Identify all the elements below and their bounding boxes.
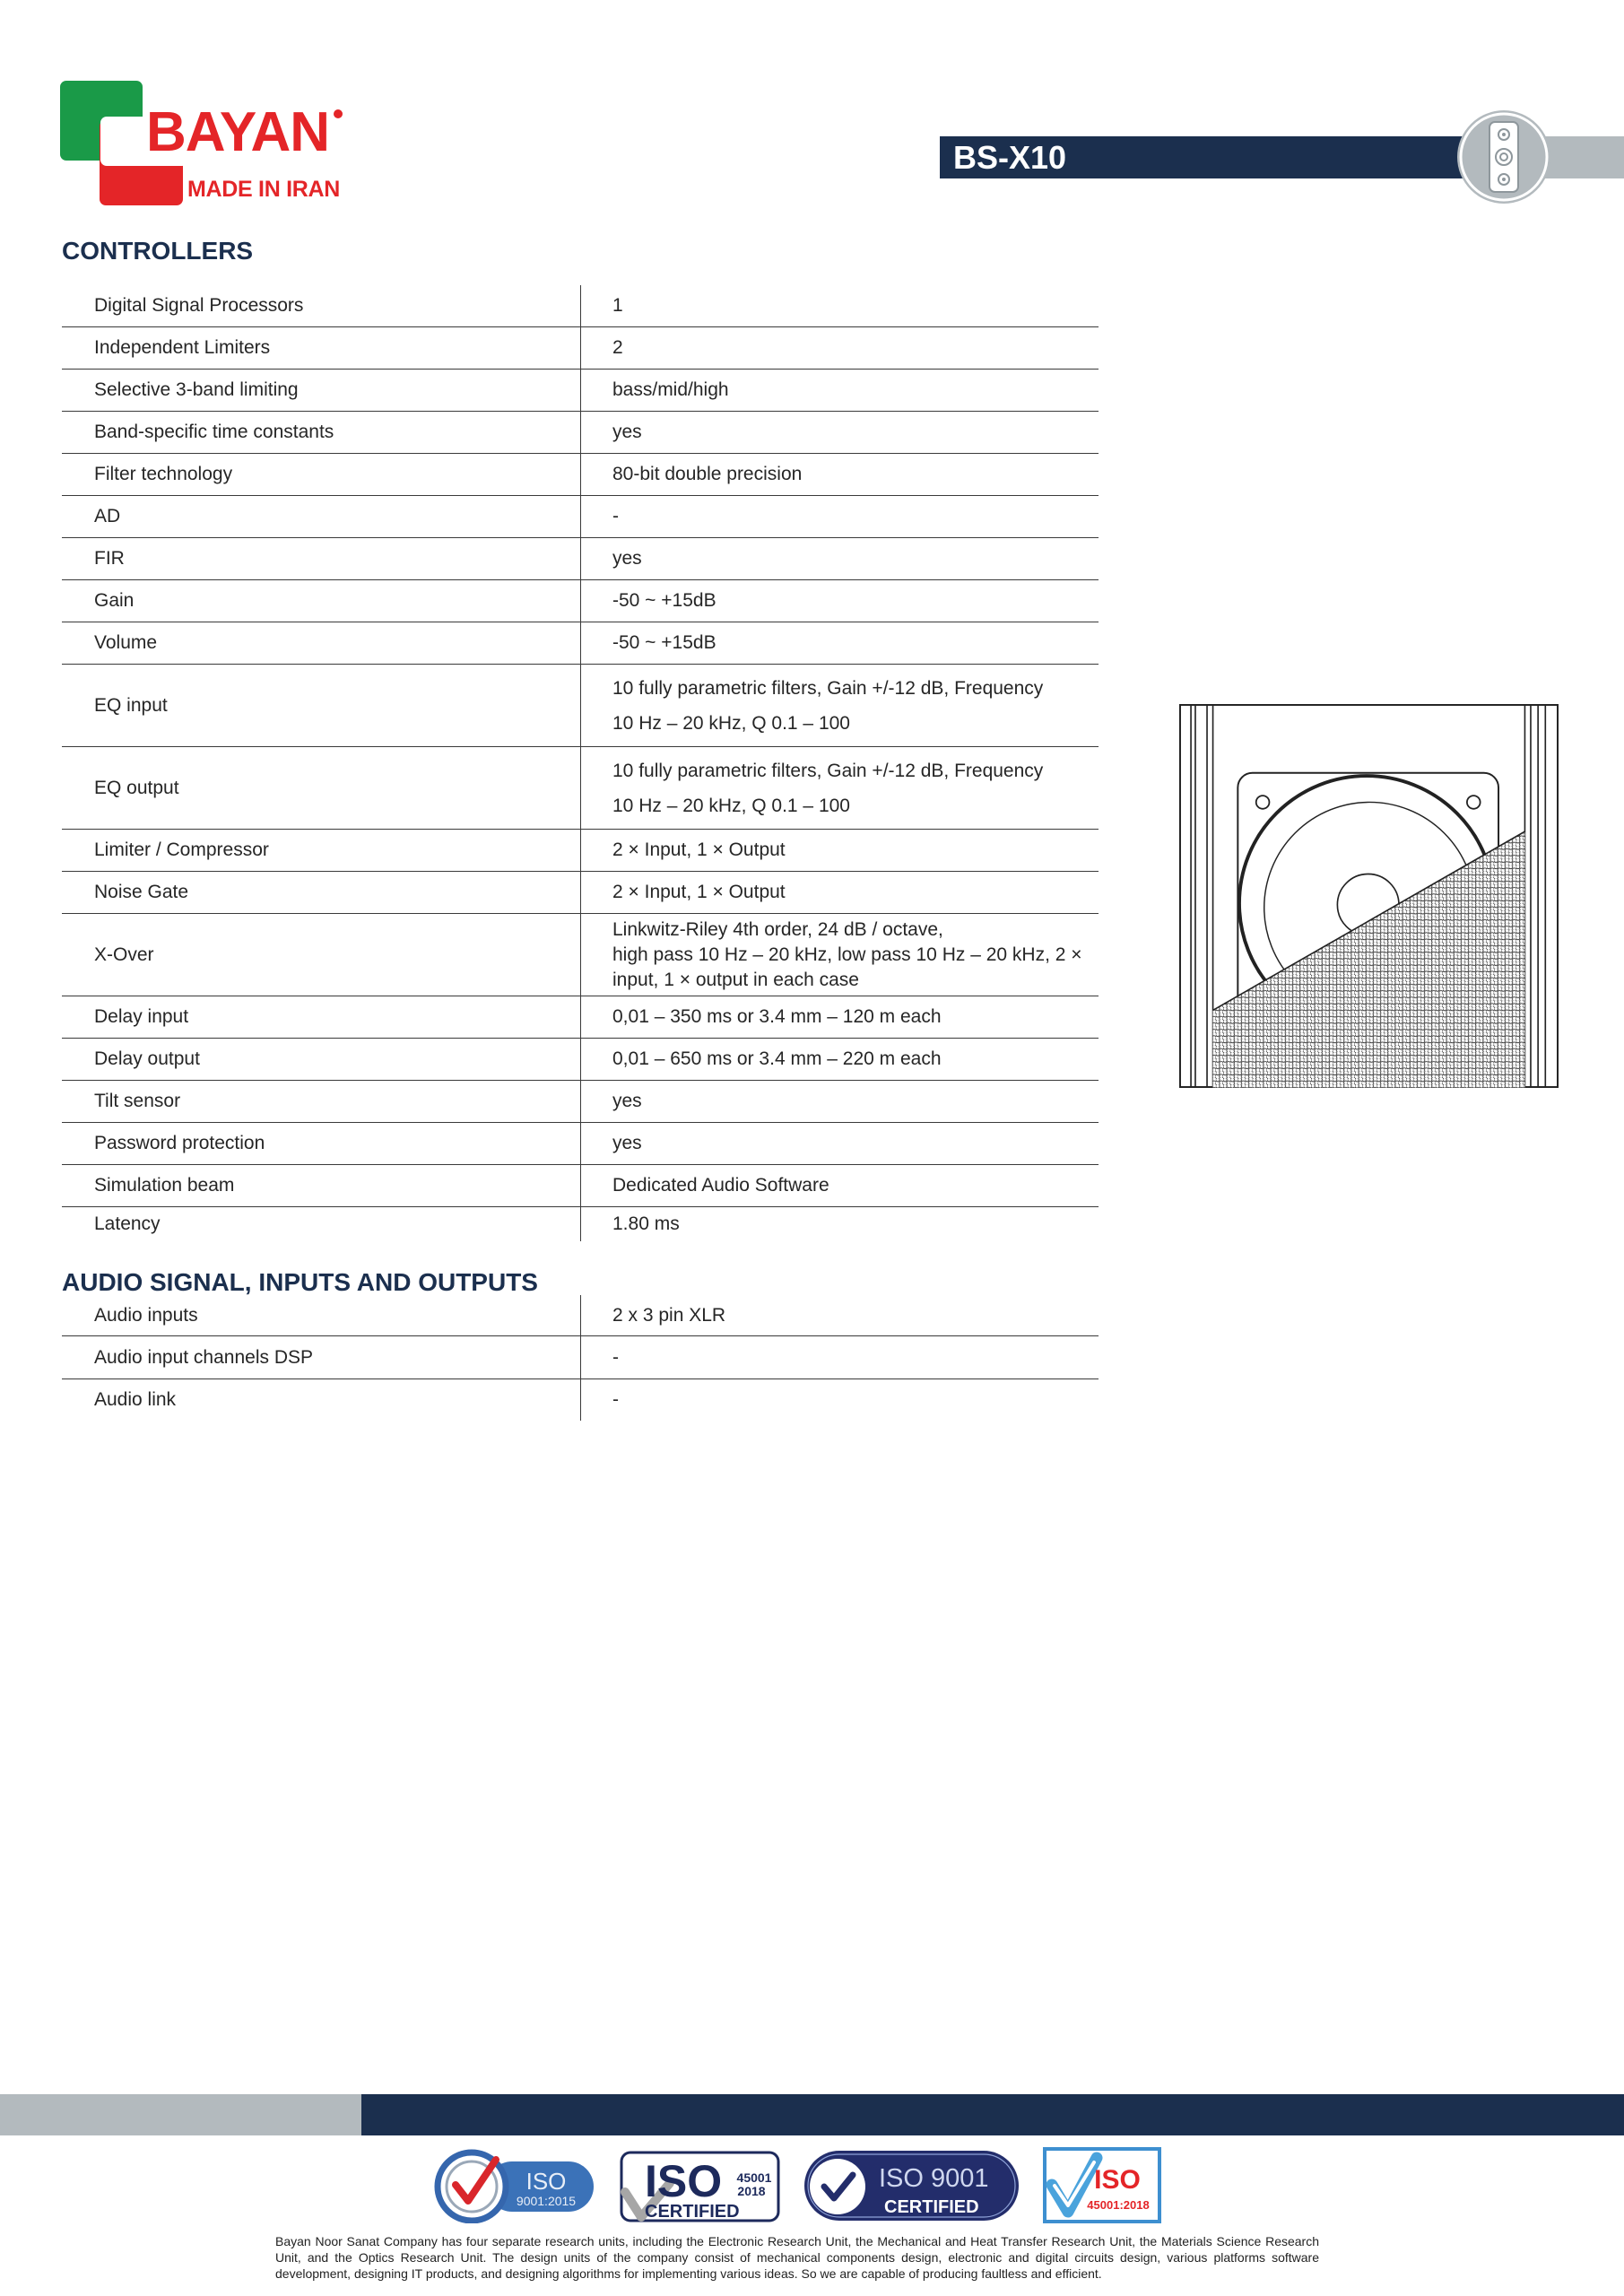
- spec-value: [580, 1123, 1099, 1164]
- spec-value: [580, 285, 1099, 326]
- spec-label: Volume: [94, 632, 158, 653]
- spec-value-line: yes: [612, 1091, 642, 1111]
- spec-label: Password protection: [94, 1133, 265, 1153]
- spec-value-line: yes: [612, 422, 642, 442]
- logo-name: BAYAN: [146, 101, 330, 163]
- spec-value: [580, 747, 1099, 829]
- table-row: [62, 1165, 1099, 1207]
- table-row: [62, 872, 1099, 914]
- spec-label: EQ input: [94, 694, 168, 716]
- spec-label: Filter technology: [94, 464, 233, 484]
- spec-value-line: yes: [612, 1133, 642, 1153]
- controllers-table: [62, 285, 1099, 1241]
- spec-value: [580, 454, 1099, 495]
- table-row: [62, 747, 1099, 830]
- spec-value: [580, 1379, 1099, 1421]
- spec-value-line: 0,01 – 350 ms or 3.4 mm – 120 m each: [612, 1006, 942, 1027]
- spec-label: Latency: [94, 1213, 161, 1234]
- audio-table: [62, 1295, 1099, 1421]
- spec-value: [580, 1207, 1099, 1241]
- table-row: [62, 285, 1099, 327]
- spec-value-line: -50 ~ +15dB: [612, 632, 716, 653]
- spec-value-line: bass/mid/high: [612, 379, 729, 400]
- badge-standard: 9001:2015: [516, 2194, 577, 2208]
- spec-value: [580, 996, 1099, 1038]
- spec-label: Digital Signal Processors: [94, 295, 304, 316]
- footer-bar-navy: [361, 2094, 1624, 2135]
- table-row: [62, 454, 1099, 496]
- table-row: [62, 1207, 1099, 1241]
- logo-dot: [334, 109, 343, 118]
- spec-value-line: 0,01 – 650 ms or 3.4 mm – 220 m each: [612, 1048, 942, 1069]
- table-row: [62, 996, 1099, 1039]
- spec-label: Band-specific time constants: [94, 422, 334, 442]
- table-row: [62, 412, 1099, 454]
- spec-label: Audio inputs: [94, 1304, 198, 1326]
- speaker-icon: [1455, 109, 1552, 205]
- section-heading-audio: AUDIO SIGNAL, INPUTS AND OUTPUTS: [62, 1268, 538, 1296]
- spec-value: [580, 1039, 1099, 1080]
- spec-value-line: 2 × Input, 1 × Output: [612, 882, 786, 902]
- spec-label: Delay input: [94, 1006, 189, 1027]
- company-description: Bayan Noor Sanat Company has four separate research units, including the Electronic Research Unit, the Mechanical and Heat Transfer Research Unit, the Materials Science Research Unit, and the Optics Research Unit. The design units of the company consist of mechanical components design, electronic and digital circuits design, various platforms software development, designing IT products, and designing algorithms for implementing various ideas. So we are capable of producing faultless and efficient.: [275, 2234, 1319, 2281]
- spec-value: [580, 370, 1099, 411]
- table-row: [62, 538, 1099, 580]
- spec-value-line: Linkwitz-Riley 4th order, 24 dB / octave,: [612, 918, 943, 940]
- model-name: BS-X10: [953, 139, 1067, 176]
- spec-label: Independent Limiters: [94, 337, 271, 358]
- spec-label: Audio input channels DSP: [94, 1346, 313, 1368]
- badge-title: ISO: [525, 2168, 567, 2195]
- badge-standard: 45001:2018: [1087, 2198, 1150, 2212]
- spec-label: X-Over: [94, 944, 154, 965]
- spec-label: FIR: [94, 548, 125, 569]
- badge-label: CERTIFIED: [884, 2197, 979, 2217]
- spec-value-line: 2 × Input, 1 × Output: [612, 839, 786, 860]
- iso-9001-2015-badge: [433, 2147, 595, 2223]
- badge-title: ISO 9001: [879, 2164, 989, 2193]
- table-row: [62, 622, 1099, 665]
- spec-value-line: -50 ~ +15dB: [612, 590, 716, 611]
- spec-value: [580, 1336, 1099, 1378]
- table-row: [62, 1039, 1099, 1081]
- spec-value-line: yes: [612, 548, 642, 569]
- badge-title: ISO: [645, 2156, 723, 2206]
- spec-value: [580, 1295, 1099, 1335]
- spec-label: Selective 3-band limiting: [94, 379, 299, 400]
- spec-value-line: 10 fully parametric filters, Gain +/-12 dB, Frequency: [612, 760, 1044, 781]
- iso-45001-certified-badge: [620, 2147, 780, 2223]
- spec-label: Noise Gate: [94, 882, 189, 902]
- spec-label: EQ output: [94, 777, 179, 798]
- table-row: [62, 580, 1099, 622]
- footer-bar-grey: [0, 2094, 361, 2135]
- table-row: [62, 370, 1099, 412]
- badge-year: 2018: [737, 2184, 766, 2198]
- spec-label: Limiter / Compressor: [94, 839, 269, 860]
- spec-value: [580, 538, 1099, 579]
- spec-value: [580, 1165, 1099, 1206]
- spec-value: [580, 830, 1099, 871]
- spec-value-line: 10 Hz – 20 kHz, Q 0.1 – 100: [612, 712, 850, 734]
- badge-label: CERTIFIED: [645, 2202, 740, 2222]
- spec-label: Delay output: [94, 1048, 200, 1069]
- table-row: [62, 665, 1099, 747]
- spec-value: [580, 412, 1099, 453]
- spec-value: [580, 1081, 1099, 1122]
- spec-value: [580, 580, 1099, 622]
- spec-value: [580, 496, 1099, 537]
- spec-value-line: input, 1 × output in each case: [612, 969, 859, 990]
- spec-value-line: -: [612, 1389, 619, 1410]
- spec-label: Tilt sensor: [94, 1091, 181, 1111]
- section-heading-controllers: CONTROLLERS: [62, 237, 254, 265]
- spec-value-line: 10 Hz – 20 kHz, Q 0.1 – 100: [612, 795, 850, 816]
- spec-value-line: 1: [612, 295, 623, 316]
- speaker-illustration: [1179, 704, 1559, 1088]
- table-row: [62, 914, 1099, 996]
- table-row: [62, 1123, 1099, 1165]
- spec-value-line: 1.80 ms: [612, 1213, 680, 1234]
- spec-label: Audio link: [94, 1389, 177, 1410]
- iso-9001-certified-badge: [803, 2147, 1020, 2223]
- logo-tagline: MADE IN IRAN: [187, 177, 341, 202]
- spec-label: AD: [94, 506, 121, 526]
- spec-value-line: -: [612, 506, 619, 526]
- spec-value-line: high pass 10 Hz – 20 kHz, low pass 10 Hz – 20 kHz, 2 ×: [612, 944, 1082, 965]
- spec-value-line: -: [612, 1346, 619, 1368]
- spec-value-line: 2: [612, 337, 623, 358]
- spec-value-line: Dedicated Audio Software: [612, 1175, 829, 1196]
- table-row: [62, 1081, 1099, 1123]
- spec-value: [580, 665, 1099, 746]
- spec-value-line: 10 fully parametric filters, Gain +/-12 dB, Frequency: [612, 677, 1044, 699]
- table-row: [62, 1336, 1099, 1379]
- table-row: [62, 1295, 1099, 1336]
- table-row: [62, 1379, 1099, 1421]
- spec-value: [580, 872, 1099, 913]
- spec-value: [580, 914, 1099, 996]
- table-row: [62, 327, 1099, 370]
- spec-value: [580, 622, 1099, 664]
- spec-label: Simulation beam: [94, 1175, 235, 1196]
- spec-value-line: 80-bit double precision: [612, 464, 803, 484]
- spec-value-line: 2 x 3 pin XLR: [612, 1304, 726, 1326]
- table-row: [62, 496, 1099, 538]
- spec-label: Gain: [94, 590, 135, 611]
- badge-title: ISO: [1094, 2165, 1141, 2195]
- iso-45001-2018-badge: [1043, 2147, 1161, 2223]
- spec-value: [580, 327, 1099, 369]
- table-row: [62, 830, 1099, 872]
- badge-number: 45001: [736, 2170, 772, 2185]
